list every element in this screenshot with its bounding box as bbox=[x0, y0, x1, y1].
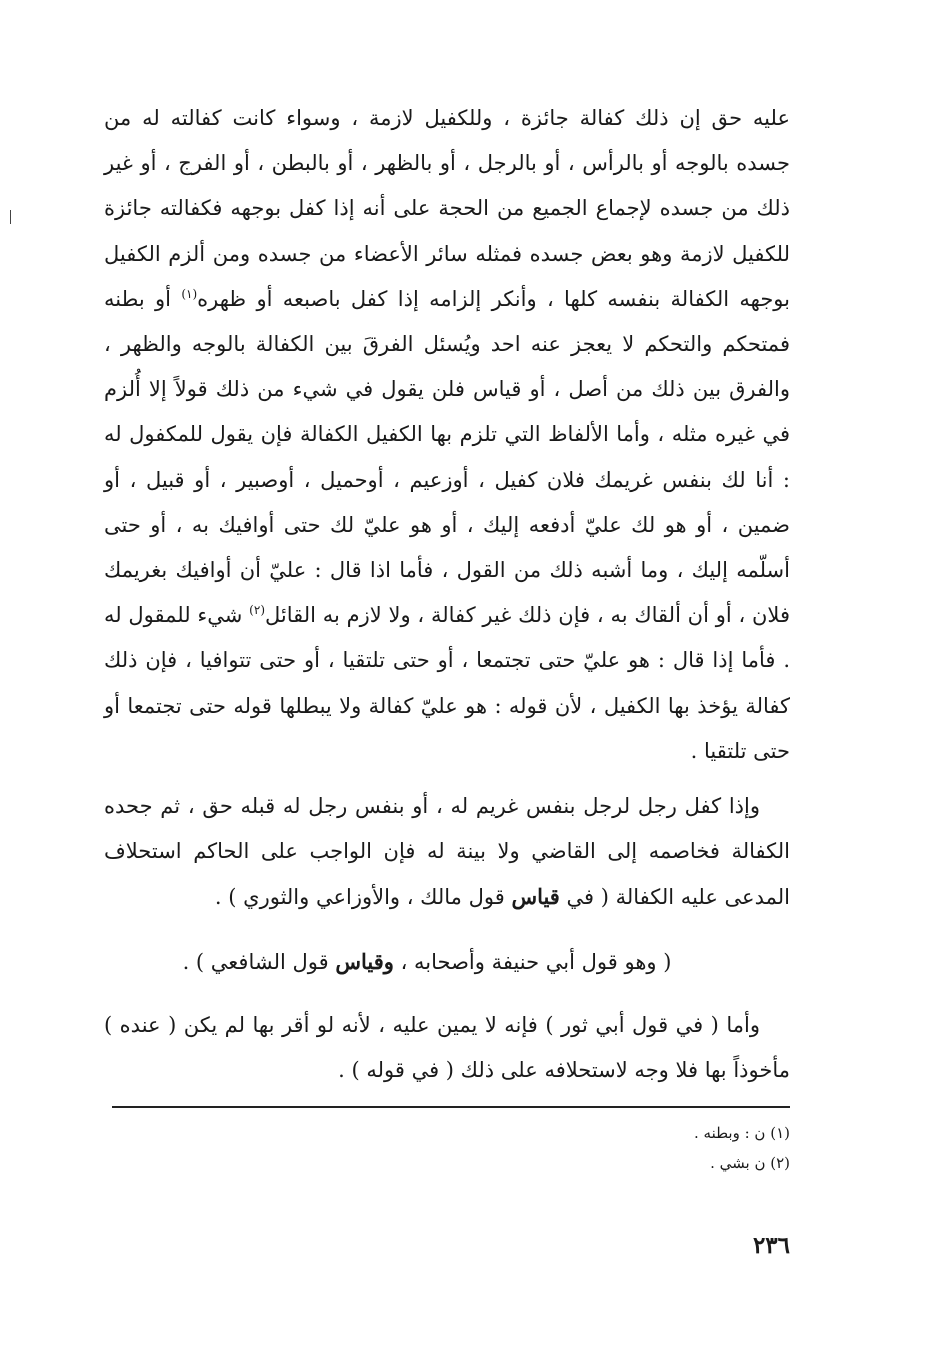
footnotes bbox=[112, 1118, 790, 1178]
footnote-ref-2: (٢) bbox=[249, 603, 265, 618]
text-run: وإذا كفل رجل لرجل بنفس غريم له ، أو بنفس رجل له قبله حق ، ثم جحده الكفالة فخاصمه إلى القاضي ولا بينة له فإن الواجب على الحاكم استحلاف المدعى عليه الكفالة ( في bbox=[104, 794, 790, 910]
paragraph-3 bbox=[104, 939, 790, 985]
text-run: قول مالك ، والأوزاعي والثوري ) . bbox=[214, 885, 512, 910]
paragraph-1 bbox=[104, 96, 790, 774]
footnote-1: (١) ن : وبطنه . bbox=[694, 1124, 790, 1142]
paragraph-4 bbox=[104, 1003, 790, 1093]
text-run: وأما ( في قول أبي ثور ) فإنه لا يمين عليه ، لأنه لو أقر بها لم يكن ( عنده ) مأخوذاً بها فلا وجه لاستحلافه على ذلك ( في قوله ) . bbox=[104, 1012, 790, 1083]
footnote-ref-1: (١) bbox=[181, 286, 198, 301]
text-run: ( وهو قول أبي حنيفة وأصحابه ، bbox=[393, 949, 672, 974]
footnote-divider bbox=[112, 1106, 790, 1108]
text-run: أو بطنه فمتحكم والتحكم لا يعجز عنه احد ويُسئل الفرقَ بين الكفالة بالوجه والظهر ، والفرق بين ذلك من أصل ، أو قياس فلن يقول في شيء من ذلك قولاً إلا أُلزم في غيره مثله ، وأما الألفاظ التي تلزم بها الكفيل الكفالة فإن يقول للمكفول له : أنا لك بنفس غريمك فلان كفيل ، أوزعيم ، أوحميل ، أوصبير ، أو قبيل ، أو ضمين ، أو هو لك عليّ أدفعه إليك ، أو هو عليّ لك حتى أوافيك به ، أو حتى أسلّمه إليك ، وما أشبه ذلك من القول ، فأما اذا قال : عليّ أن أوافيك بغريمك فلان ، أو أن ألقاك به ، فإن ذلك غير كفالة ، ولا لازم به القائل bbox=[104, 286, 791, 628]
footnote-2: (٢) ن بشي . bbox=[710, 1154, 790, 1172]
paragraph-2 bbox=[104, 784, 790, 921]
text-run: شيء للمقول له . فأما إذا قال : هو عليّ حتى تجتمعا ، أو حتى تلتقيا ، أو حتى تتوافيا ، فإن ذلك كفالة يؤخذ بها الكفيل ، لأن قوله : هو عليّ كفالة ولا يبطلها قوله حتى تجتمعا أو حتى تلتقيا . bbox=[104, 603, 790, 763]
main-text bbox=[104, 96, 790, 1093]
text-run: قول الشافعي ) . bbox=[182, 949, 336, 974]
bold-term: قياس bbox=[511, 884, 560, 910]
text-run: عليه حق إن ذلك كفالة جائزة ، وللكفيل لازمة ، وسواء كانت كفالته له من جسده بالوجه أو بالرأس ، أو بالرجل ، أو بالظهر ، أو بالبطن ، أو الفرج ، أو غير ذلك من جسده لإجماع الجميع من الحجة على أنه إذا كفل بوجهه فكفالته جائزة للكفيل لازمة وهو بعض جسده فمثله سائر الأعضاء من جسده ومن ألزم الكفيل بوجهه الكفالة بنفسه كلها ، وأنكر إلزامه إذا كفل باصبعه أو ظهره bbox=[104, 106, 790, 311]
scan-edge-mark bbox=[10, 210, 11, 224]
page-number: ٢٣٦ bbox=[752, 1232, 790, 1259]
bold-term: وقياس bbox=[335, 948, 394, 974]
